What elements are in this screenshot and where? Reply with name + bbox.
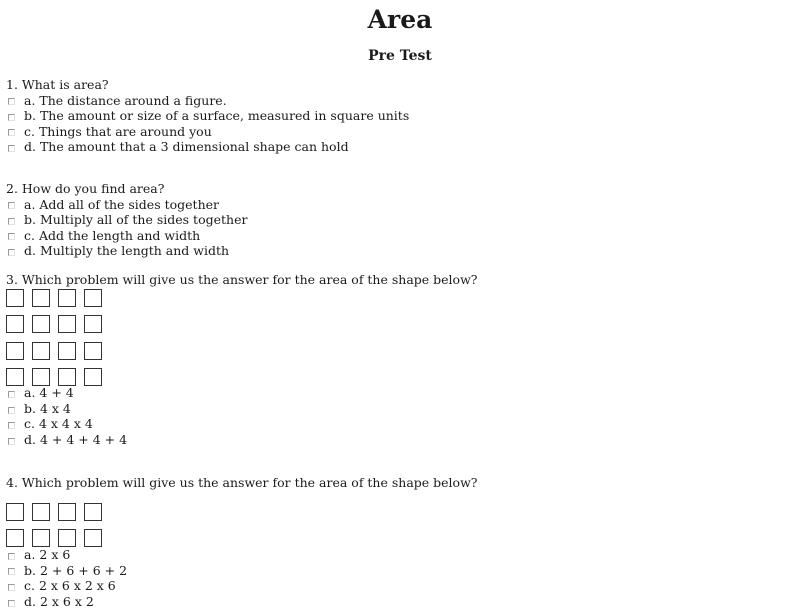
option-2b[interactable]	[6, 212, 247, 228]
radio-button-4c[interactable]	[8, 584, 15, 591]
option-label: a. 2 x 6	[24, 547, 71, 563]
option-3a[interactable]	[6, 385, 477, 401]
question-4	[6, 475, 477, 609]
radio-button-4a[interactable]	[8, 553, 15, 560]
option-2d[interactable]	[6, 243, 247, 259]
grid-square	[32, 289, 50, 307]
grid-square	[84, 529, 102, 547]
radio-button-2a[interactable]	[8, 202, 15, 209]
radio-button-2d[interactable]	[8, 249, 15, 256]
option-4a[interactable]	[6, 547, 477, 563]
option-label: c. 4 x 4 x 4	[24, 416, 93, 432]
radio-button-3b[interactable]	[8, 407, 15, 414]
grid-square	[58, 503, 76, 521]
radio-button-1a[interactable]	[8, 98, 15, 105]
grid-square	[84, 503, 102, 521]
option-label: d. Multiply the length and width	[24, 243, 230, 259]
radio-button-3a[interactable]	[8, 391, 15, 398]
shape-grid-2x4	[6, 502, 477, 548]
radio-button-2c[interactable]	[8, 233, 15, 240]
option-label: b. Multiply all of the sides together	[24, 212, 248, 228]
grid-square	[32, 368, 50, 386]
grid-square	[6, 289, 24, 307]
option-label: c. Add the length and width	[24, 227, 201, 243]
grid-square	[58, 315, 76, 333]
option-label: a. The distance around a figure.	[24, 92, 227, 108]
option-label: a. Add all of the sides together	[24, 196, 219, 212]
grid-square	[58, 368, 76, 386]
grid-square	[84, 342, 102, 360]
grid-square	[84, 289, 102, 307]
grid-row	[6, 288, 477, 315]
page-title: Area	[367, 5, 433, 34]
option-1d[interactable]	[6, 139, 409, 155]
radio-button-1c[interactable]	[8, 129, 15, 136]
question-3	[6, 272, 477, 448]
radio-button-4b[interactable]	[8, 568, 15, 575]
option-2a[interactable]	[6, 197, 247, 213]
option-3c[interactable]	[6, 416, 477, 432]
grid-square	[32, 503, 50, 521]
grid-square	[6, 529, 24, 547]
option-1c[interactable]	[6, 124, 409, 140]
option-label: d. 4 + 4 + 4 + 4	[24, 432, 128, 448]
grid-row	[6, 367, 477, 385]
grid-row	[6, 502, 477, 529]
grid-square	[58, 289, 76, 307]
question-1	[6, 77, 409, 155]
radio-button-4d[interactable]	[8, 600, 15, 607]
grid-row	[6, 341, 477, 368]
grid-square	[6, 342, 24, 360]
grid-square	[32, 529, 50, 547]
option-3d[interactable]	[6, 432, 477, 448]
grid-row	[6, 314, 477, 341]
radio-button-2b[interactable]	[8, 218, 15, 225]
radio-button-1d[interactable]	[8, 145, 15, 152]
radio-button-3d[interactable]	[8, 438, 15, 445]
grid-square	[58, 342, 76, 360]
option-label: b. The amount or size of a surface, measured in square units	[24, 108, 410, 124]
grid-square	[84, 368, 102, 386]
page-subtitle: Pre Test	[368, 48, 432, 64]
option-4c[interactable]	[6, 578, 477, 594]
grid-square	[32, 315, 50, 333]
option-3b[interactable]	[6, 401, 477, 417]
option-1a[interactable]	[6, 93, 409, 109]
grid-square	[6, 368, 24, 386]
question-2	[6, 181, 247, 259]
question-prompt: 2. How do you find area?	[6, 181, 165, 196]
grid-square	[6, 503, 24, 521]
question-prompt: 4. Which problem will give us the answer for the area of the shape below?	[6, 475, 478, 490]
question-prompt: 1. What is area?	[6, 77, 109, 92]
option-label: a. 4 + 4	[24, 385, 74, 401]
grid-row	[6, 528, 477, 547]
grid-square	[32, 342, 50, 360]
shape-grid-4x4	[6, 288, 477, 386]
option-label: c. Things that are around you	[24, 123, 212, 139]
option-label: c. 2 x 6 x 2 x 6	[24, 578, 116, 594]
option-4d[interactable]	[6, 594, 477, 609]
option-label: b. 2 + 6 + 6 + 2	[24, 562, 128, 578]
option-label: d. The amount that a 3 dimensional shape can hold	[24, 139, 349, 155]
option-1b[interactable]	[6, 108, 409, 124]
option-2c[interactable]	[6, 228, 247, 244]
option-label: d. 2 x 6 x 2	[24, 593, 94, 609]
option-4b[interactable]	[6, 563, 477, 579]
option-label: b. 4 x 4	[24, 400, 71, 416]
question-prompt: 3. Which problem will give us the answer for the area of the shape below?	[6, 272, 478, 287]
grid-square	[84, 315, 102, 333]
grid-square	[6, 315, 24, 333]
radio-button-3c[interactable]	[8, 422, 15, 429]
radio-button-1b[interactable]	[8, 114, 15, 121]
grid-square	[58, 529, 76, 547]
